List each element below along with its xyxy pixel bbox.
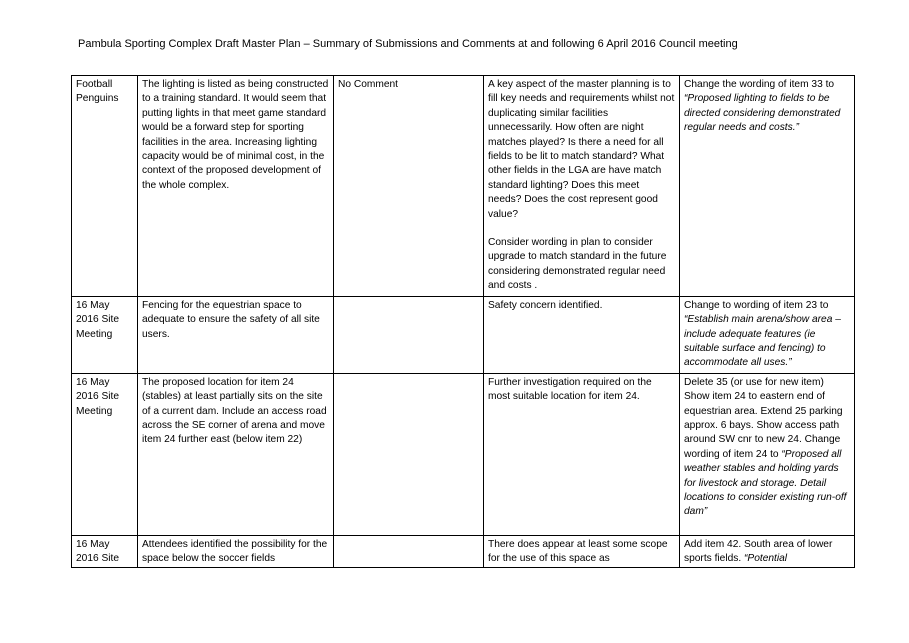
action-quote: “Establish main arena/show area –include adequate features (ie suitable surface and fencing) to accommodate all uses.”	[684, 314, 841, 369]
source-text: 16 May 2016 Site	[76, 538, 120, 565]
table-row	[72, 373, 855, 535]
response-paragraph: A key aspect of the master planning is to fill key needs and requirements whilst not duplicating similar facilities unnecessarily. How often are night matches played? Is there a need for all fields to be lit to match standard? What other fields in the LGA are have match standard lighting? Does this meet needs? Does the cost represent good value?	[488, 79, 675, 220]
cell-response: Further investigation required on the most suitable location for item 24.	[484, 373, 680, 535]
cell-action	[680, 76, 855, 297]
cell-submission: The lighting is listed as being constructed to a training standard. It would seem that putting lights in that meet game standard would be a forward step for sporting facilities in the area. Increasing lighting capacity would be of minimal cost, in the context of the proposed development of the whole complex.	[138, 76, 334, 297]
cell-source	[72, 535, 138, 567]
cell-submission: The proposed location for item 24 (stables) at least partially sits on the site of a current dam. Include an access road across the SE corner of arena and move item 24 further east (below item 22)	[138, 373, 334, 535]
action-quote: “Proposed lighting to fields to be directed considering demonstrated regular needs and costs.”	[684, 93, 841, 134]
table-row	[72, 535, 855, 567]
page-header-title: Pambula Sporting Complex Draft Master Plan – Summary of Submissions and Comments at and following 6 April 2016 Council meeting	[78, 38, 738, 50]
submissions-table	[71, 75, 855, 568]
action-wrapper	[684, 538, 850, 565]
comment-text	[338, 538, 479, 565]
cell-submission: Fencing for the equestrian space to adequate to ensure the safety of all site users.	[138, 296, 334, 373]
action-text: Change to wording of item 23 to	[684, 299, 829, 311]
cell-source: 16 May 2016 Site Meeting	[72, 296, 138, 373]
cell-action	[680, 535, 855, 567]
cell-response	[484, 76, 680, 297]
response-paragraph: Consider wording in plan to consider upgrade to match standard in the future considering demonstrated regular need and costs .	[488, 237, 667, 292]
cell-comment: No Comment	[334, 76, 484, 297]
cell-submission	[138, 535, 334, 567]
action-text: Add item 42. South area of lower sports fields.	[684, 538, 833, 565]
cell-source: 16 May 2016 Site Meeting	[72, 373, 138, 535]
submission-text: Attendees identified the possibility for the space below the soccer fields	[142, 538, 328, 565]
cell-action	[680, 296, 855, 373]
cell-comment	[334, 296, 484, 373]
cell-source: Football Penguins	[72, 76, 138, 297]
action-quote: “Proposed all weather stables and holding yards for livestock and storage. Detail locations to consider existing run-off dam”	[684, 448, 847, 518]
cell-response: Safety concern identified.	[484, 296, 680, 373]
cell-comment	[334, 535, 484, 567]
cell-action	[680, 373, 855, 535]
action-quote: “Potential	[744, 553, 788, 565]
table-row	[72, 296, 855, 373]
cell-response	[484, 535, 680, 567]
table-row	[72, 76, 855, 297]
cell-comment	[334, 373, 484, 535]
response-text: There does appear at least some scope for the use of this space as	[488, 538, 668, 565]
action-text: Change the wording of item 33 to	[684, 79, 835, 90]
action-text: Delete 35 (or use for new item) Show item 24 to eastern end of equestrian area. Extend 25 parking approx. 6 bays. Show access path around SW cnr to new 24. Change wording of item 24 to	[684, 376, 843, 460]
